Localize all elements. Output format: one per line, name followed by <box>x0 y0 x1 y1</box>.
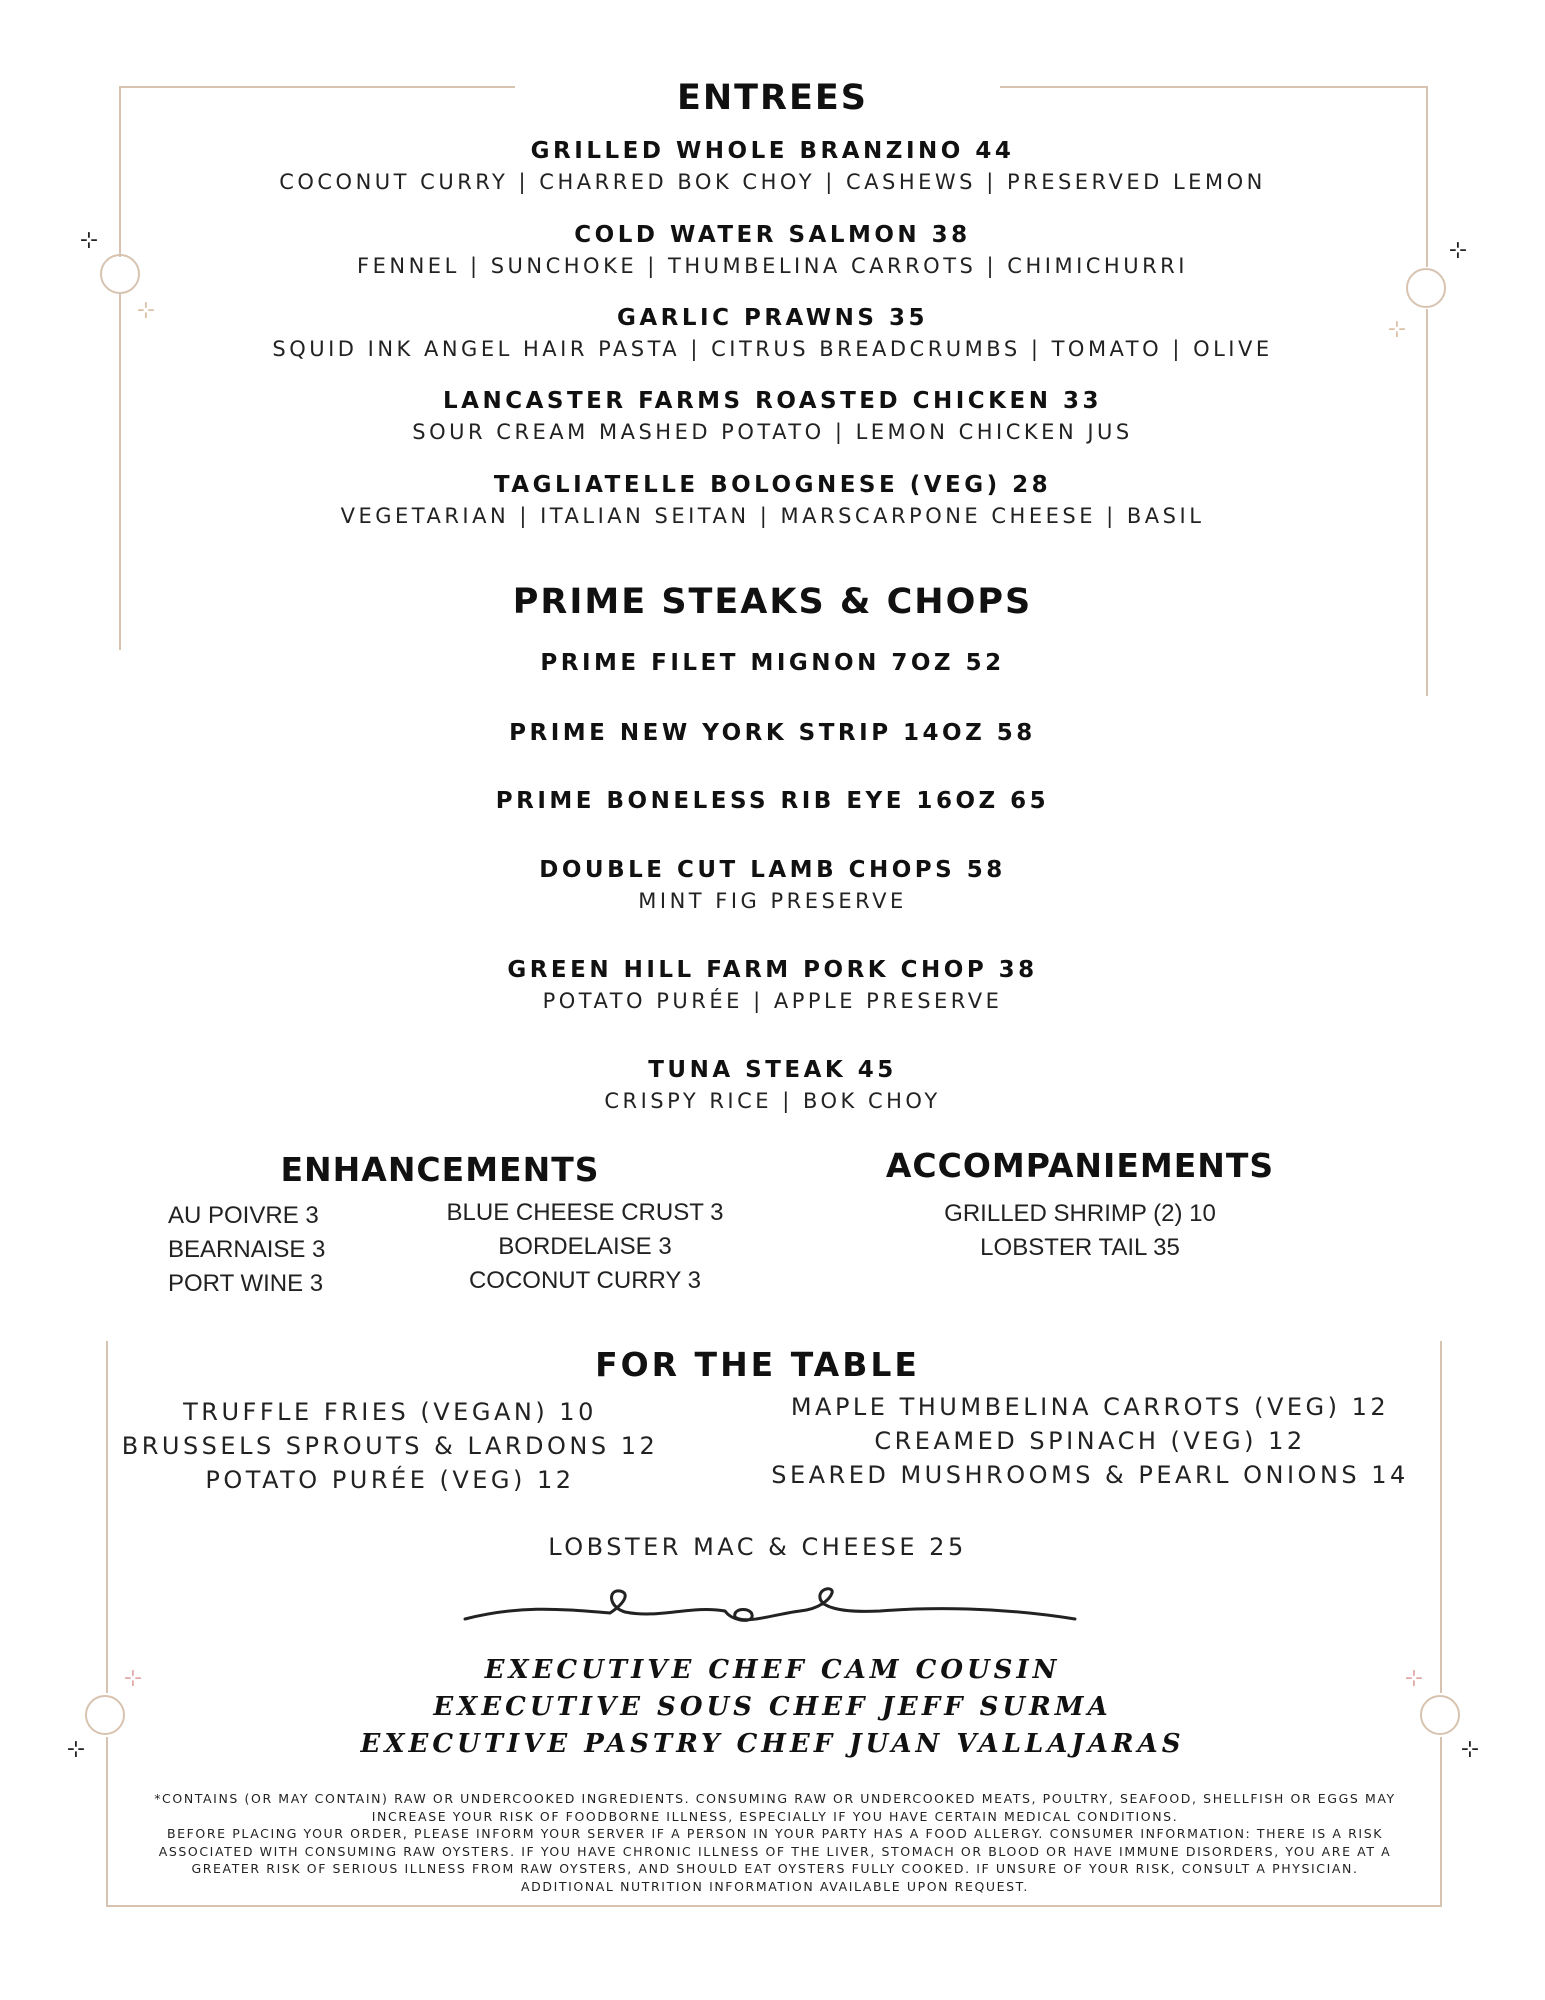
chef-credit: EXECUTIVE PASTRY CHEF JUAN VALLAJARAS <box>360 1729 1185 1759</box>
accompaniment-item: GRILLED SHRIMP (2) 10 <box>944 1200 1216 1227</box>
side-item: MAPLE THUMBELINA CARROTS (VEG) 12 <box>790 1393 1390 1421</box>
side-item: SEARED MUSHROOMS & PEARL ONIONS 14 <box>771 1461 1409 1489</box>
sparkle-icon: ⊹ <box>1460 1737 1480 1762</box>
menu-item-desc: FENNEL | SUNCHOKE | THUMBELINA CARROTS | CHIMICHURRI <box>357 254 1188 278</box>
sparkle-icon: ⊹ <box>66 1737 86 1762</box>
menu-item-name: GARLIC PRAWNS 35 <box>616 305 929 331</box>
disclaimer-line: *CONTAINS (OR MAY CONTAIN) RAW OR UNDERCOOKED INGREDIENTS. CONSUMING RAW OR UNDERCOOKED MEATS, POULTRY, SEAFOOD, SHELLFISH OR EGGS MAY <box>154 1791 1396 1806</box>
menu-item-name: PRIME BONELESS RIB EYE 16OZ 65 <box>495 788 1050 814</box>
enhancement-item: AU POIVRE 3 <box>168 1202 319 1229</box>
menu-item-desc: SOUR CREAM MASHED POTATO | LEMON CHICKEN JUS <box>412 420 1133 444</box>
steaks-title: PRIME STEAKS & CHOPS <box>512 582 1033 622</box>
menu-item-name: TAGLIATELLE BOLOGNESE (VEG) 28 <box>493 472 1052 498</box>
enhancement-item: PORT WINE 3 <box>168 1270 324 1297</box>
disclaimer-line: INCREASE YOUR RISK OF FOODBORNE ILLNESS, ESPECIALLY IF YOU HAVE CERTAIN MEDICAL CONDITIONS. <box>371 1808 1179 1824</box>
menu-item-desc: SQUID INK ANGEL HAIR PASTA | CITRUS BREADCRUMBS | TOMATO | OLIVE <box>272 337 1273 361</box>
accompaniment-item: LOBSTER TAIL 35 <box>980 1234 1180 1261</box>
flourish-divider <box>460 1585 1080 1635</box>
frame-bottom-right-line-upper <box>1440 1341 1442 1693</box>
enhancement-item: BLUE CHEESE CRUST 3 <box>446 1199 724 1226</box>
side-item: BRUSSELS SPROUTS & LARDONS 12 <box>121 1432 659 1460</box>
menu-item-desc: VEGETARIAN | ITALIAN SEITAN | MARSCARPONE CHEESE | BASIL <box>340 504 1205 528</box>
side-item: LOBSTER MAC & CHEESE 25 <box>548 1533 967 1561</box>
disclaimer <box>110 1790 1440 1895</box>
frame-right-lower-line <box>1426 309 1428 696</box>
chef-credit: EXECUTIVE CHEF CAM COUSIN <box>484 1655 1061 1685</box>
disclaimer-line: GREATER RISK OF SERIOUS ILLNESS FROM RAW OYSTERS, AND SHOULD EAT OYSTERS FULLY COOKED. IF UNSURE OF YOUR RISK, CONSULT A PHYSICIAN. <box>191 1861 1359 1876</box>
menu-item-name: COLD WATER SALMON 38 <box>574 222 971 248</box>
disclaimer-line: BEFORE PLACING YOUR ORDER, PLEASE INFORM YOUR SERVER IF A PERSON IN YOUR PARTY HAS A FOOD ALLERGY. CONSUMER INFORMATION: THERE IS A RISK <box>166 1826 1384 1841</box>
for-the-table-title: FOR THE TABLE <box>595 1345 920 1384</box>
side-item: CREAMED SPINACH (VEG) 12 <box>874 1427 1306 1455</box>
menu-item-desc: MINT FIG PRESERVE <box>638 889 907 913</box>
accompaniments-title: ACCOMPANIEMENTS <box>885 1146 1275 1185</box>
menu-item-name: PRIME NEW YORK STRIP 14OZ 58 <box>509 720 1036 746</box>
menu-item-name: GREEN HILL FARM PORK CHOP 38 <box>507 957 1038 983</box>
menu-item-name: PRIME FILET MIGNON 7OZ 52 <box>540 650 1005 676</box>
disclaimer-line: ADDITIONAL NUTRITION INFORMATION AVAILABLE UPON REQUEST. <box>520 1878 1029 1894</box>
sparkle-icon: ⊹ <box>136 298 156 323</box>
menu-item-name: GRILLED WHOLE BRANZINO 44 <box>530 138 1015 164</box>
enhancements-title: ENHANCEMENTS <box>280 1150 600 1189</box>
enhancement-item: BEARNAISE 3 <box>168 1236 326 1263</box>
sparkle-icon: ⊹ <box>123 1666 143 1691</box>
frame-bottom-line <box>106 1905 1442 1907</box>
sparkle-icon: ⊹ <box>1448 238 1468 263</box>
chef-credit: EXECUTIVE SOUS CHEF JEFF SURMA <box>433 1692 1112 1722</box>
menu-item-desc: POTATO PURÉE | APPLE PRESERVE <box>542 989 1003 1013</box>
enhancement-item: BORDELAISE 3 <box>498 1233 672 1260</box>
sparkle-icon: ⊹ <box>1387 317 1407 342</box>
side-item: POTATO PURÉE (VEG) 12 <box>205 1466 575 1494</box>
entrees-title: ENTREES <box>676 78 869 118</box>
frame-bottom-left-line-lower <box>106 1737 108 1906</box>
frame-bottom-right-line-lower <box>1440 1737 1442 1906</box>
menu-item-name: DOUBLE CUT LAMB CHOPS 58 <box>539 857 1006 883</box>
menu-item-desc: COCONUT CURRY | CHARRED BOK CHOY | CASHEWS | PRESERVED LEMON <box>279 170 1266 194</box>
enhancement-item: COCONUT CURRY 3 <box>468 1267 702 1294</box>
menu-item-desc: CRISPY RICE | BOK CHOY <box>604 1089 941 1113</box>
menu-item-name: TUNA STEAK 45 <box>648 1057 897 1083</box>
menu-item-name: LANCASTER FARMS ROASTED CHICKEN 33 <box>443 388 1102 414</box>
sparkle-icon: ⊹ <box>1404 1666 1424 1691</box>
side-item: TRUFFLE FRIES (VEGAN) 10 <box>183 1398 597 1426</box>
disclaimer-line: ASSOCIATED WITH CONSUMING RAW OYSTERS. IF YOU HAVE CHRONIC ILLNESS OF THE LIVER, STOMACH OR BLOOD OR HAVE IMMUNE DISORDERS, YOU ARE AT A <box>158 1843 1392 1859</box>
frame-bottom-left-line-upper <box>106 1341 108 1693</box>
sparkle-icon: ⊹ <box>79 228 99 253</box>
